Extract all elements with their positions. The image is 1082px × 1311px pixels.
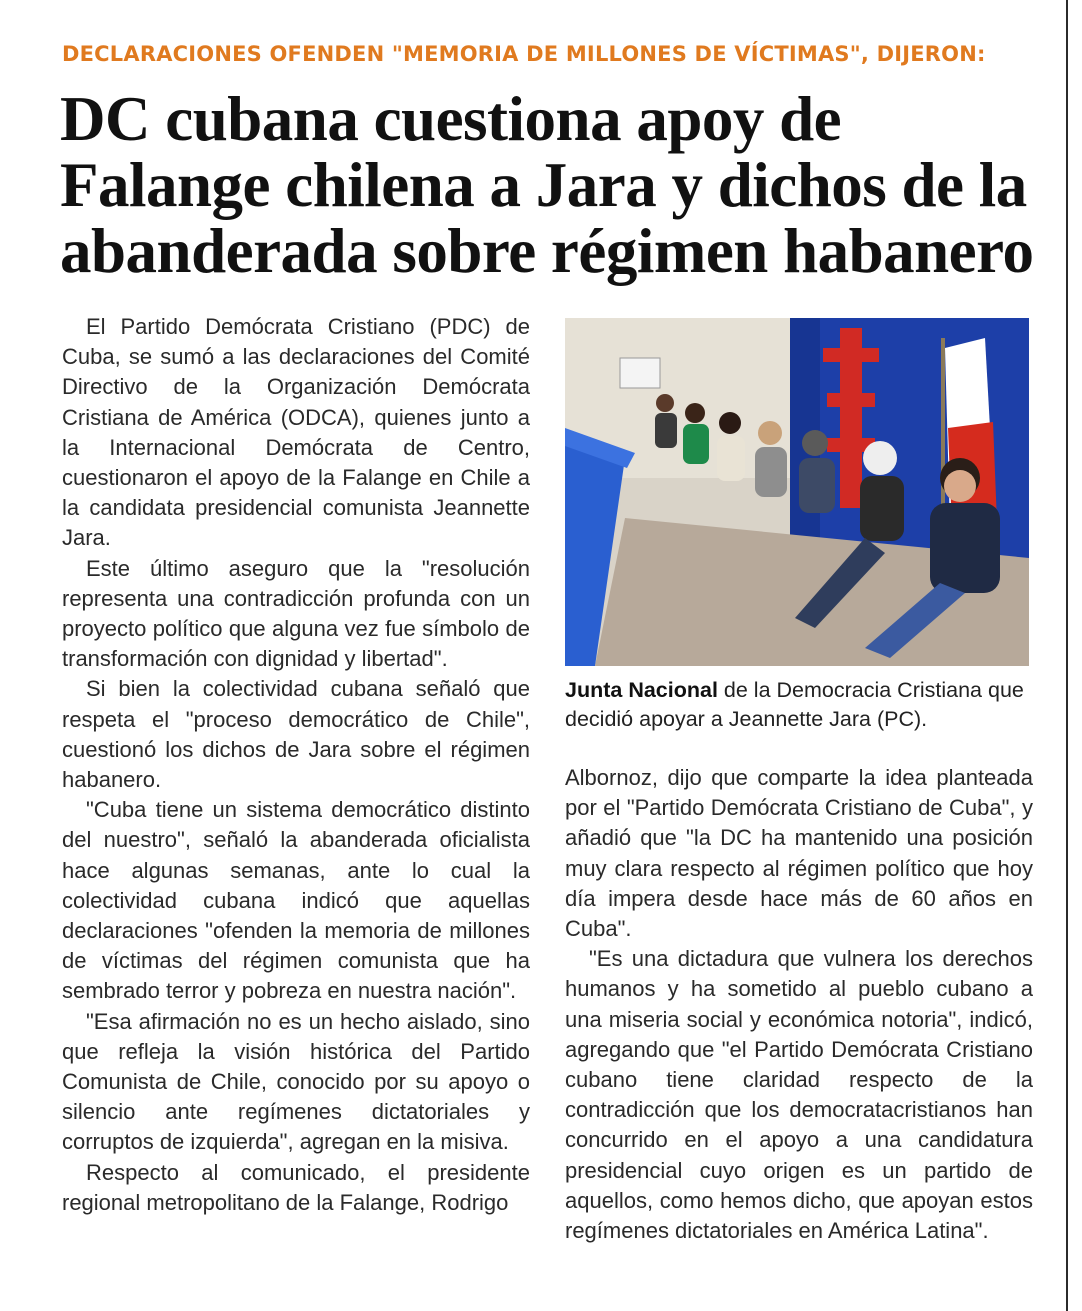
- paragraph: Si bien la colectividad cubana señaló que respeta el "proceso democrático de Chile", cuestionó los dichos de Jara sobre el régimen habanero.: [62, 676, 530, 793]
- paragraph: Respecto al comunicado, el presidente regional metropolitano de la Falange, Rodrigo: [62, 1159, 530, 1215]
- paragraph: "Es una dictadura que vulnera los derechos humanos y ha sometido al pueblo cubano a una miseria social y económica notoria", indicó, agregando que "el Partido Demócrata Cristiano cubano tiene claridad respecto de la contradicción que los democratacristianos han concurrido en el apoyo a una candidatura presidencial cuyo origen es un partido de aquellos, como hemos dicho, que apoyan estos regímenes dictatoriales en América Latina".: [565, 946, 1033, 1244]
- headline: DC cubana cuestiona apoy de Falange chilena a Jara y dichos de la abanderada sobre régimen habanero: [60, 84, 1034, 286]
- paragraph: Este último aseguro que la "resolución representa una contradicción profunda con un proyecto político que alguna vez fue símbolo de transformación con dignidad y libertad".: [62, 555, 530, 672]
- caption-lead: Junta Nacional: [565, 678, 718, 702]
- paragraph: Albornoz, dijo que comparte la idea planteada por el "Partido Demócrata Cristiano de Cuba", y añadió que "la DC ha mantenido una posición muy clara respecto al régimen político que hoy día impera desde hace más de 60 años en Cuba".: [565, 765, 1033, 942]
- news-photo: [565, 318, 1029, 666]
- meeting-photo-illustration: [565, 318, 1029, 666]
- paragraph: "Esa afirmación no es un hecho aislado, sino que refleja la visión histórica del Partido Comunista de Chile, conocido por su apoyo o silencio ante regímenes dictatoriales y corruptos de izquierda", agregan en la misiva.: [62, 1008, 530, 1155]
- article-column-right: [565, 763, 1033, 1246]
- paragraph: "Cuba tiene un sistema democrático distinto del nuestro", señaló la abanderada oficialista hace algunas semanas, ante lo cual la colectividad cubana indicó que aquellas declaraciones "ofenden la memoria de millones de víctimas del régimen comunista que ha sembrado terror y pobreza en nuestra nación".: [62, 797, 530, 1004]
- caption-text: de la Democracia Cristiana que decidió apoyar a Jeannette Jara (PC).: [565, 678, 1024, 731]
- column-rule: [1066, 0, 1068, 1311]
- article-column-left: [62, 312, 530, 1218]
- paragraph: El Partido Demócrata Cristiano (PDC) de Cuba, se sumó a las declaraciones del Comité Directivo de la Organización Demócrata Cristiana de América (ODCA), quienes junto a la Internacional Demócrata de Centro, cuestionaron el apoyo de la Falange en Chile a la candidata presidencial comunista Jeannette Jara.: [62, 314, 530, 551]
- photo-caption: [565, 676, 1035, 734]
- kicker: DECLARACIONES OFENDEN "MEMORIA DE MILLONES DE VÍCTIMAS", DIJERON:: [62, 42, 986, 66]
